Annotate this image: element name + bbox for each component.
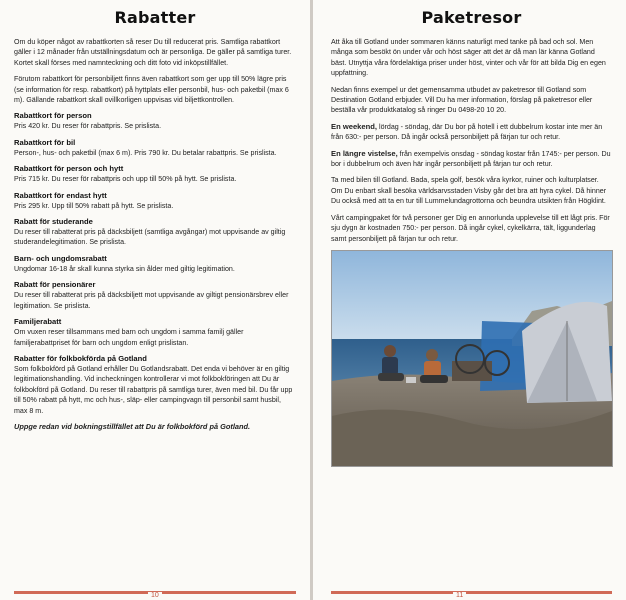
section-text: Pris 295 kr. Upp till 50% rabatt på hytt. Se prislista. [14,201,174,210]
camping-photo-image [332,251,612,466]
paragraph-langre-vistelse [331,149,612,170]
section-heading: Rabatter för folkbokförda på Gotland [14,353,147,363]
intro-paragraph: Förutom rabattkort för personbiljett finns även rabattkort som ger upp till 50% lägre pris (se information för resp. rabattkort) på hyttplats eller personbil, hus- och paketbil (max 6 m). Gällande rabattkort skall ovillkorligen uppvisas vid biljettkontrollen. [14,75,289,105]
paragraph-intro [331,37,612,79]
paragraph-info [331,85,612,116]
section-barn-ungdom [14,254,296,274]
section-studerande [14,217,296,248]
paragraph-text: Nedan finns exempel ur det gemensamma utbudet av paketresor till Gotland som Destination Gotland erbjuder. Vill Du ha mer information, förslag på paketresor eller beställa vår produktkatalog så ringer Du 0498-20 10 20. [331,85,593,115]
page-title-rabatter: Rabatter [114,8,196,27]
section-text: Ungdomar 16-18 år skall kunna styrka sin ålder med giltig legitimation. [14,264,235,273]
paragraph-text: Ta med bilen till Gotland. Bada, spela golf, besök våra kyrkor, ruiner och kulturplatser. Om Du enbart skall besöka världsarvsstaden Visby går det bra att hyra cykel. Då hinner Du också med att ta en tur till Lummelundagrottorna och beundra utsikten från Högklint. [331,176,607,206]
paragraph-text: Vårt campingpaket för två personer ger Dig en annorlunda upplevelse till ett lågt pris. För sju dygn är kostnaden 750:- per person. Då ingår cykel, cykelkärra, tält, liggunderlag samt personbiljett på färjan tur och retur. [331,213,610,243]
paragraph-weekend [331,122,612,143]
page-left [0,0,310,600]
section-text: Om vuxen reser tillsammans med barn och ungdom i samma familj gäller familjerabattpriset för barn och ungdom enligt prislistan. [14,328,244,347]
section-endast-hytt [14,191,296,211]
section-pensionarer [14,280,296,311]
paragraph-lead: En längre vistelse, [331,148,398,158]
paragraph-text: Att åka till Gotland under sommaren känns naturligt med tanke på bad och sol. Men många som besökt ön under vår och höst säger att det är då man lär känna Gotland bäst. Utnyttja våra fördelaktiga priser under höst, vinter och vår för att bilda Dig en egen uppfattning. [331,38,606,78]
paragraph-camping [331,213,612,244]
section-heading: Rabattkort för endast hytt [14,190,107,200]
closing-note: Uppge redan vid bokningstillfället att Du är folkbokförd på Gotland. [14,421,251,431]
section-person [14,111,296,131]
footer-rule [331,591,612,594]
section-heading: Rabatt för studerande [14,217,93,227]
section-folkbokforda [14,354,296,416]
section-heading: Barn- och ungdomsrabatt [14,253,107,263]
page-number-right: 11 [453,592,466,599]
page-number-left: 10 [148,592,162,599]
section-text: Du reser till rabatterat pris på däcksbiljett (samtliga avgångar) mot uppvisande av giltig studerandelegitimation. Se prislista. [14,228,286,247]
camping-photo [331,250,613,467]
paragraph-lead: En weekend, [331,121,378,131]
paragraph-bil [331,175,612,206]
section-text: Du reser till rabatterat pris på däcksbiljett mot uppvisande av giltigt pensionärsbrev eller legitimation. Se prislista. [14,291,289,310]
section-heading: Rabattkort för person [14,111,92,121]
section-person-hytt [14,164,296,184]
section-text: Pris 420 kr. Du reser för rabattpris. Se prislista. [14,122,162,131]
section-text: Som folkbokförd på Gotland erhåller Du Gotlandsrabatt. Det enda vi behöver är en giltig legitimationshandling. Vid incheckningen kontrollerar vi mot folkbokföringen att Du är folkbokförd på Gotland. Du reser till rabattpris på samtliga turer, även med bil. Du får upp till 50% rabatt på hytt, mc och hus-, släp- eller campingvagn till personbil samt husbil, max 8 m. [14,364,293,415]
intro-text [14,37,296,105]
section-bil [14,138,296,158]
section-heading: Familjerabatt [14,317,62,327]
page-right [313,0,626,600]
section-text: Person-, hus- och paketbil (max 6 m). Pris 790 kr. Du betalar rabattpris. Se prislista. [14,148,277,157]
section-text: Pris 715 kr. Du reser för rabattpris och upp till 50% på hytt. Se prislista. [14,175,237,184]
paragraph-text: lördag - söndag, där Du bor på hotell i ett dubbelrum kostar inte mer än från 630:- per person. Då ingår också personbiljett på färjan tur och retur. [331,122,603,142]
section-familj [14,317,296,348]
section-heading: Rabatt för pensionärer [14,280,96,290]
intro-paragraph: Om du köper något av rabattkorten så reser Du till reducerat pris. Samtliga rabattkort gäller i 12 månader från utställningsdatum och är personliga. De gäller på samtliga turer. Kortet skall förses med namnteckning och ditt foto vid inköpstillfället. [14,38,292,67]
page-title-paketresor: Paketresor [421,8,522,27]
paragraph-text: från exempelvis onsdag - söndag kostar från 1745:- per person. Du bor i dubbelrum och även här ingår personbiljett på färjan tur och retur. [331,149,611,169]
section-heading: Rabattkort för person och hytt [14,164,124,174]
section-heading: Rabattkort för bil [14,137,76,147]
